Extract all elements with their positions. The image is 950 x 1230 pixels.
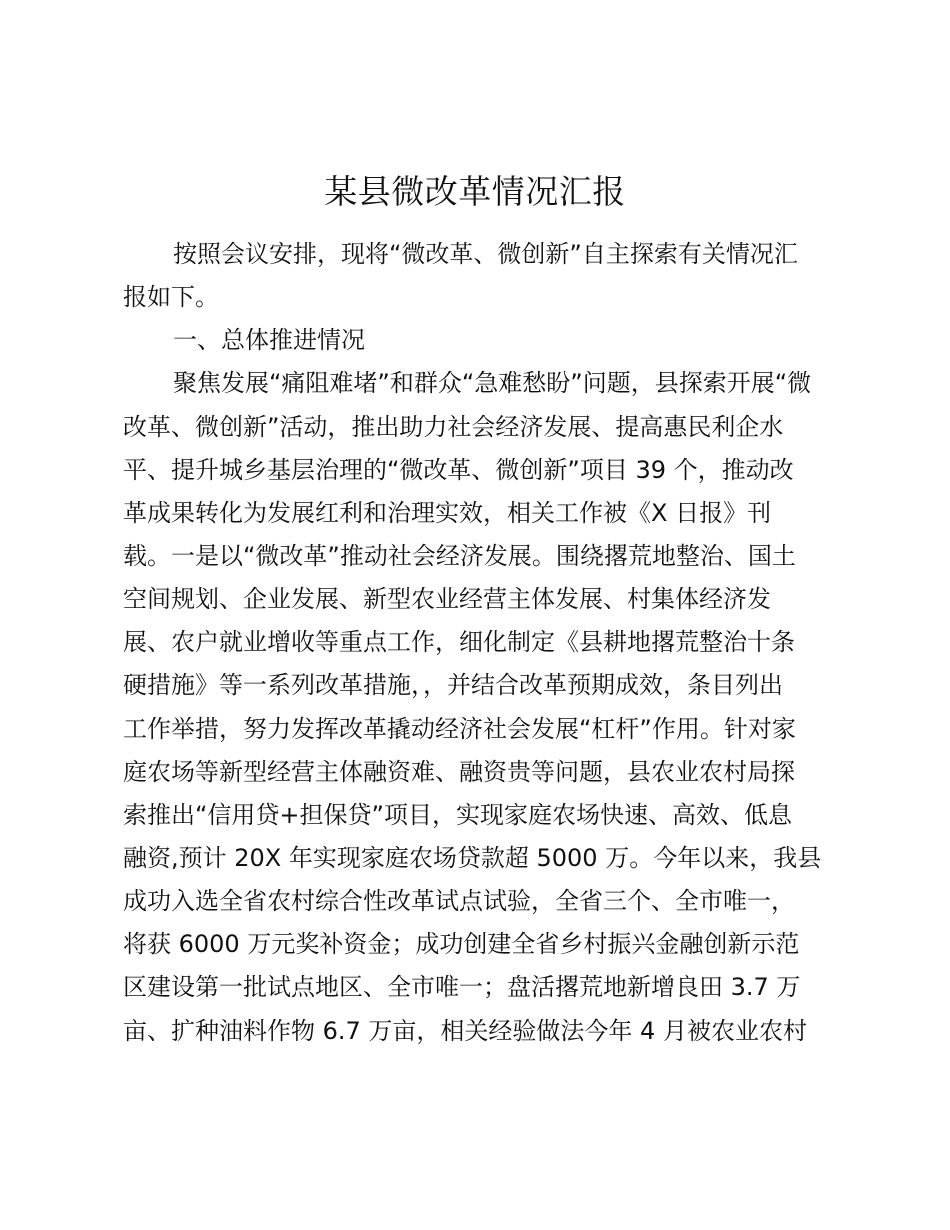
- document-title: 某县微改革情况汇报: [324, 172, 626, 211]
- paragraph-line: 亩、扩种油料作物 6.7 万亩，相关经验做法今年 4 月被农业农村: [123, 1016, 807, 1045]
- paragraph-line: 区建设第一批试点地区、全市唯一；盘活撂荒地新增良田 3.7 万: [123, 973, 801, 1002]
- paragraph-line: 硬措施》等一系列改革措施，，并结合改革预期成效，条目列出: [123, 671, 783, 700]
- paragraph-line: 空间规划、企业发展、新型农业经营主体发展、村集体经济发: [123, 585, 771, 614]
- paragraph-line: 融资,预计 20X 年实现家庭农场贷款超 5000 万。今年以来，我县: [123, 843, 822, 872]
- paragraph-line: 报如下。: [123, 283, 219, 312]
- paragraph-line: 展、农户就业增收等重点工作，细化制定《县耕地撂荒整治十条: [123, 628, 795, 657]
- paragraph-line: 平、提升城乡基层治理的“微改革、微创新”项目 39 个，推动改: [123, 455, 794, 484]
- paragraph-line: 成功入选全省农村综合性改革试点试验，全省三个、全市唯一，: [123, 887, 795, 916]
- paragraph-line: 将获 6000 万元奖补资金；成功创建全省乡村振兴金融创新示范: [123, 930, 800, 959]
- paragraph-line: 载。一是以“微改革”推动社会经济发展。围绕撂荒地整治、国土: [123, 541, 796, 570]
- paragraph-line: 按照会议安排，现将“微改革、微创新”自主探索有关情况汇: [173, 240, 798, 268]
- section-heading: 一、总体推进情况: [173, 326, 365, 355]
- paragraph-line: 工作举措，努力发挥改革撬动经济社会发展“杠杆”作用。针对家: [123, 714, 796, 743]
- paragraph-line: 改革、微创新”活动，推出助力社会经济发展、提高惠民利企水: [123, 412, 784, 441]
- paragraph-line: 革成果转化为发展红利和治理实效，相关工作被《X 日报》刊: [123, 498, 772, 527]
- paragraph-line: 聚焦发展“痛阻难堵”和群众“急难愁盼”问题，县探索开展“微: [173, 369, 812, 398]
- document-body: [123, 233, 843, 1053]
- paragraph-line: 索推出“信用贷+担保贷”项目，实现家庭农场快速、高效、低息: [123, 800, 792, 829]
- paragraph-line: 庭农场等新型经营主体融资难、融资贵等问题，县农业农村局探: [123, 757, 795, 786]
